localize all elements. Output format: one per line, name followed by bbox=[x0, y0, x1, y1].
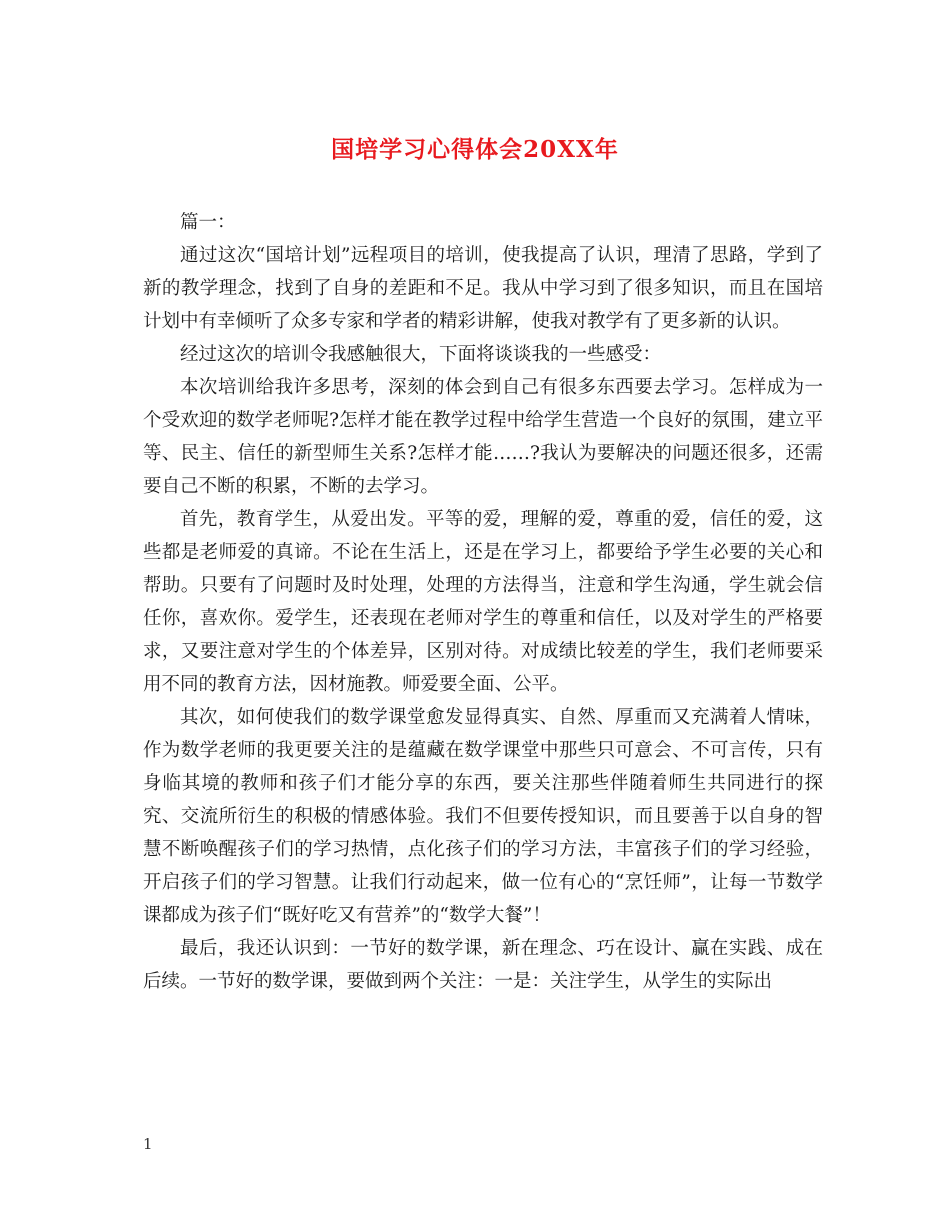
paragraph-heading: 篇一： bbox=[180, 212, 236, 233]
page-number: 1 bbox=[143, 1135, 153, 1153]
paragraph: 最后，我还认识到：一节好的数学课，新在理念、巧在设计、赢在实践、成在后续。一节好的数学课，要做到两个关注：一是：关注学生，从学生的实际出 bbox=[143, 938, 823, 992]
paragraph: 本次培训给我许多思考，深刻的体会到自己有很多东西要去学习。怎样成为一个受欢迎的数学老师呢?怎样才能在教学过程中给学生营造一个良好的氛围，建立平等、民主、信任的新型师生关系?怎样才能……?我认为要解决的问题还很多，还需要自己不断的积累，不断的去学习。 bbox=[143, 377, 823, 497]
paragraph: 首先，教育学生，从爱出发。平等的爱，理解的爱，尊重的爱，信任的爱，这些都是老师爱的真谛。不论在生活上，还是在学习上，都要给予学生必要的关心和帮助。只要有了问题时及时处理，处理的方法得当，注意和学生沟通，学生就会信任你，喜欢你。爱学生，还表现在老师对学生的尊重和信任，以及对学生的严格要求，又要注意对学生的个体差异，区别对待。对成绩比较差的学生，我们老师要采用不同的教育方法，因材施教。师爱要全面、公平。 bbox=[143, 509, 823, 695]
paragraph: 通过这次“国培计划”远程项目的培训，使我提高了认识，理清了思路，学到了新的教学理念，找到了自身的差距和不足。我从中学习到了很多知识，而且在国培计划中有幸倾听了众多专家和学者的精彩讲解，使我对教学有了更多新的认识。 bbox=[143, 245, 823, 332]
paragraph: 其次，如何使我们的数学课堂愈发显得真实、自然、厚重而又充满着人情味，作为数学老师的我更要关注的是蕴藏在数学课堂中那些只可意会、不可言传，只有身临其境的教师和孩子们才能分享的东西，要关注那些伴随着师生共同进行的探究、交流所衍生的积极的情感体验。我们不但要传授知识，而且要善于以自身的智慧不断唤醒孩子们的学习热情，点化孩子们的学习方法，丰富孩子们的学习经验，开启孩子们的学习智慧。让我们行动起来，做一位有心的“烹饪师”，让每一节数学课都成为孩子们“既好吃又有营养”的“数学大餐”！ bbox=[143, 707, 823, 926]
document-body bbox=[143, 206, 823, 998]
document-title: 国培学习心得体会20XX年 bbox=[331, 136, 619, 163]
paragraph: 经过这次的培训令我感触很大，下面将谈谈我的一些感受： bbox=[180, 344, 662, 365]
